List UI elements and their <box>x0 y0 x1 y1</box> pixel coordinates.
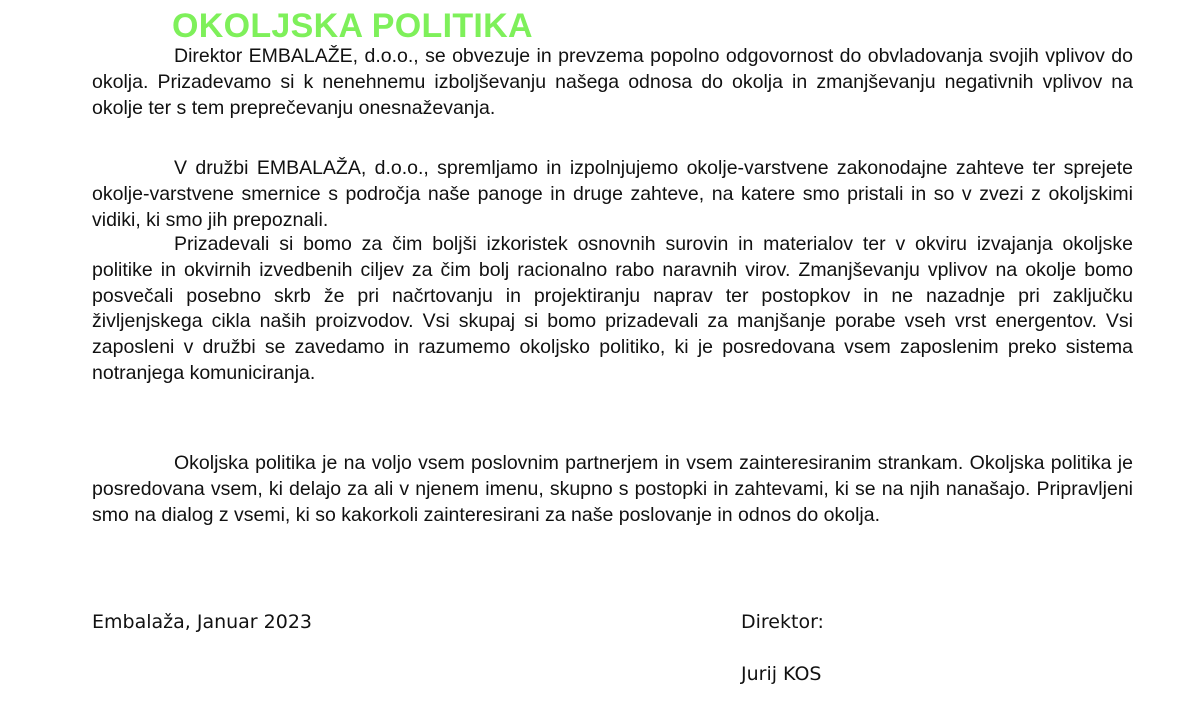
paragraph-resources: Prizadevali si bomo za čim boljši izkoristek osnovnih surovin in materialov ter v okviru izvajanja okoljske politike in okvirnih izvedbenih ciljev za čim bolj racionalno rabo naravnih virov. Zmanjševanju vplivov na okolje bomo posvečali posebno skrb že pri načrtovanju in projektiranju naprav ter postopkov in ne nazadnje pri zaključku življenjskega cikla naših proizvodov. Vsi skupaj si bomo prizadevali za manjšanje porabe vseh vrst energentov. Vsi zaposleni v družbi se zavedamo in razumemo okoljsko politiko, ki je posredovana vsem zaposlenim preko sistema notranjega komuniciranja. <box>92 233 1133 384</box>
paragraph-legislation: V družbi EMBALAŽA, d.o.o., spremljamo in izpolnjujemo okolje-varstvene zakonodajne zahteve ter sprejete okolje-varstvene smernice s področja naše panoge in druge zahteve, na katere smo pristali in so v zvezi z okoljskimi vidiki, ki smo jih prepoznali. <box>92 157 1133 231</box>
paragraph-commitment: Direktor EMBALAŽE, d.o.o., se obvezuje in prevzema popolno odgovornost do obvladovanja svojih vplivov do okolja. Prizadevamo si k nenehnemu izboljševanju našega odnosa do okolja in zmanjševanju negativnih vplivov na okolje ter s tem preprečevanju onesnaževanja. <box>92 45 1133 119</box>
director-name: Jurij KOS <box>741 663 822 685</box>
document-title: OKOLJSKA POLITIKA <box>172 7 533 45</box>
place-date: Embalaža, Januar 2023 <box>92 611 313 633</box>
director-label: Direktor: <box>741 611 824 633</box>
paragraph-availability: Okoljska politika je na voljo vsem poslovnim partnerjem in vsem zainteresiranim strankam. Okoljska politika je posredovana vsem, ki delajo za ali v njenem imenu, skupno s postopki in zahtevami, ki se na njih nanašajo. Pripravljeni smo na dialog z vsemi, ki so kakorkoli zainteresirani za naše poslovanje in odnos do okolja. <box>92 452 1133 526</box>
